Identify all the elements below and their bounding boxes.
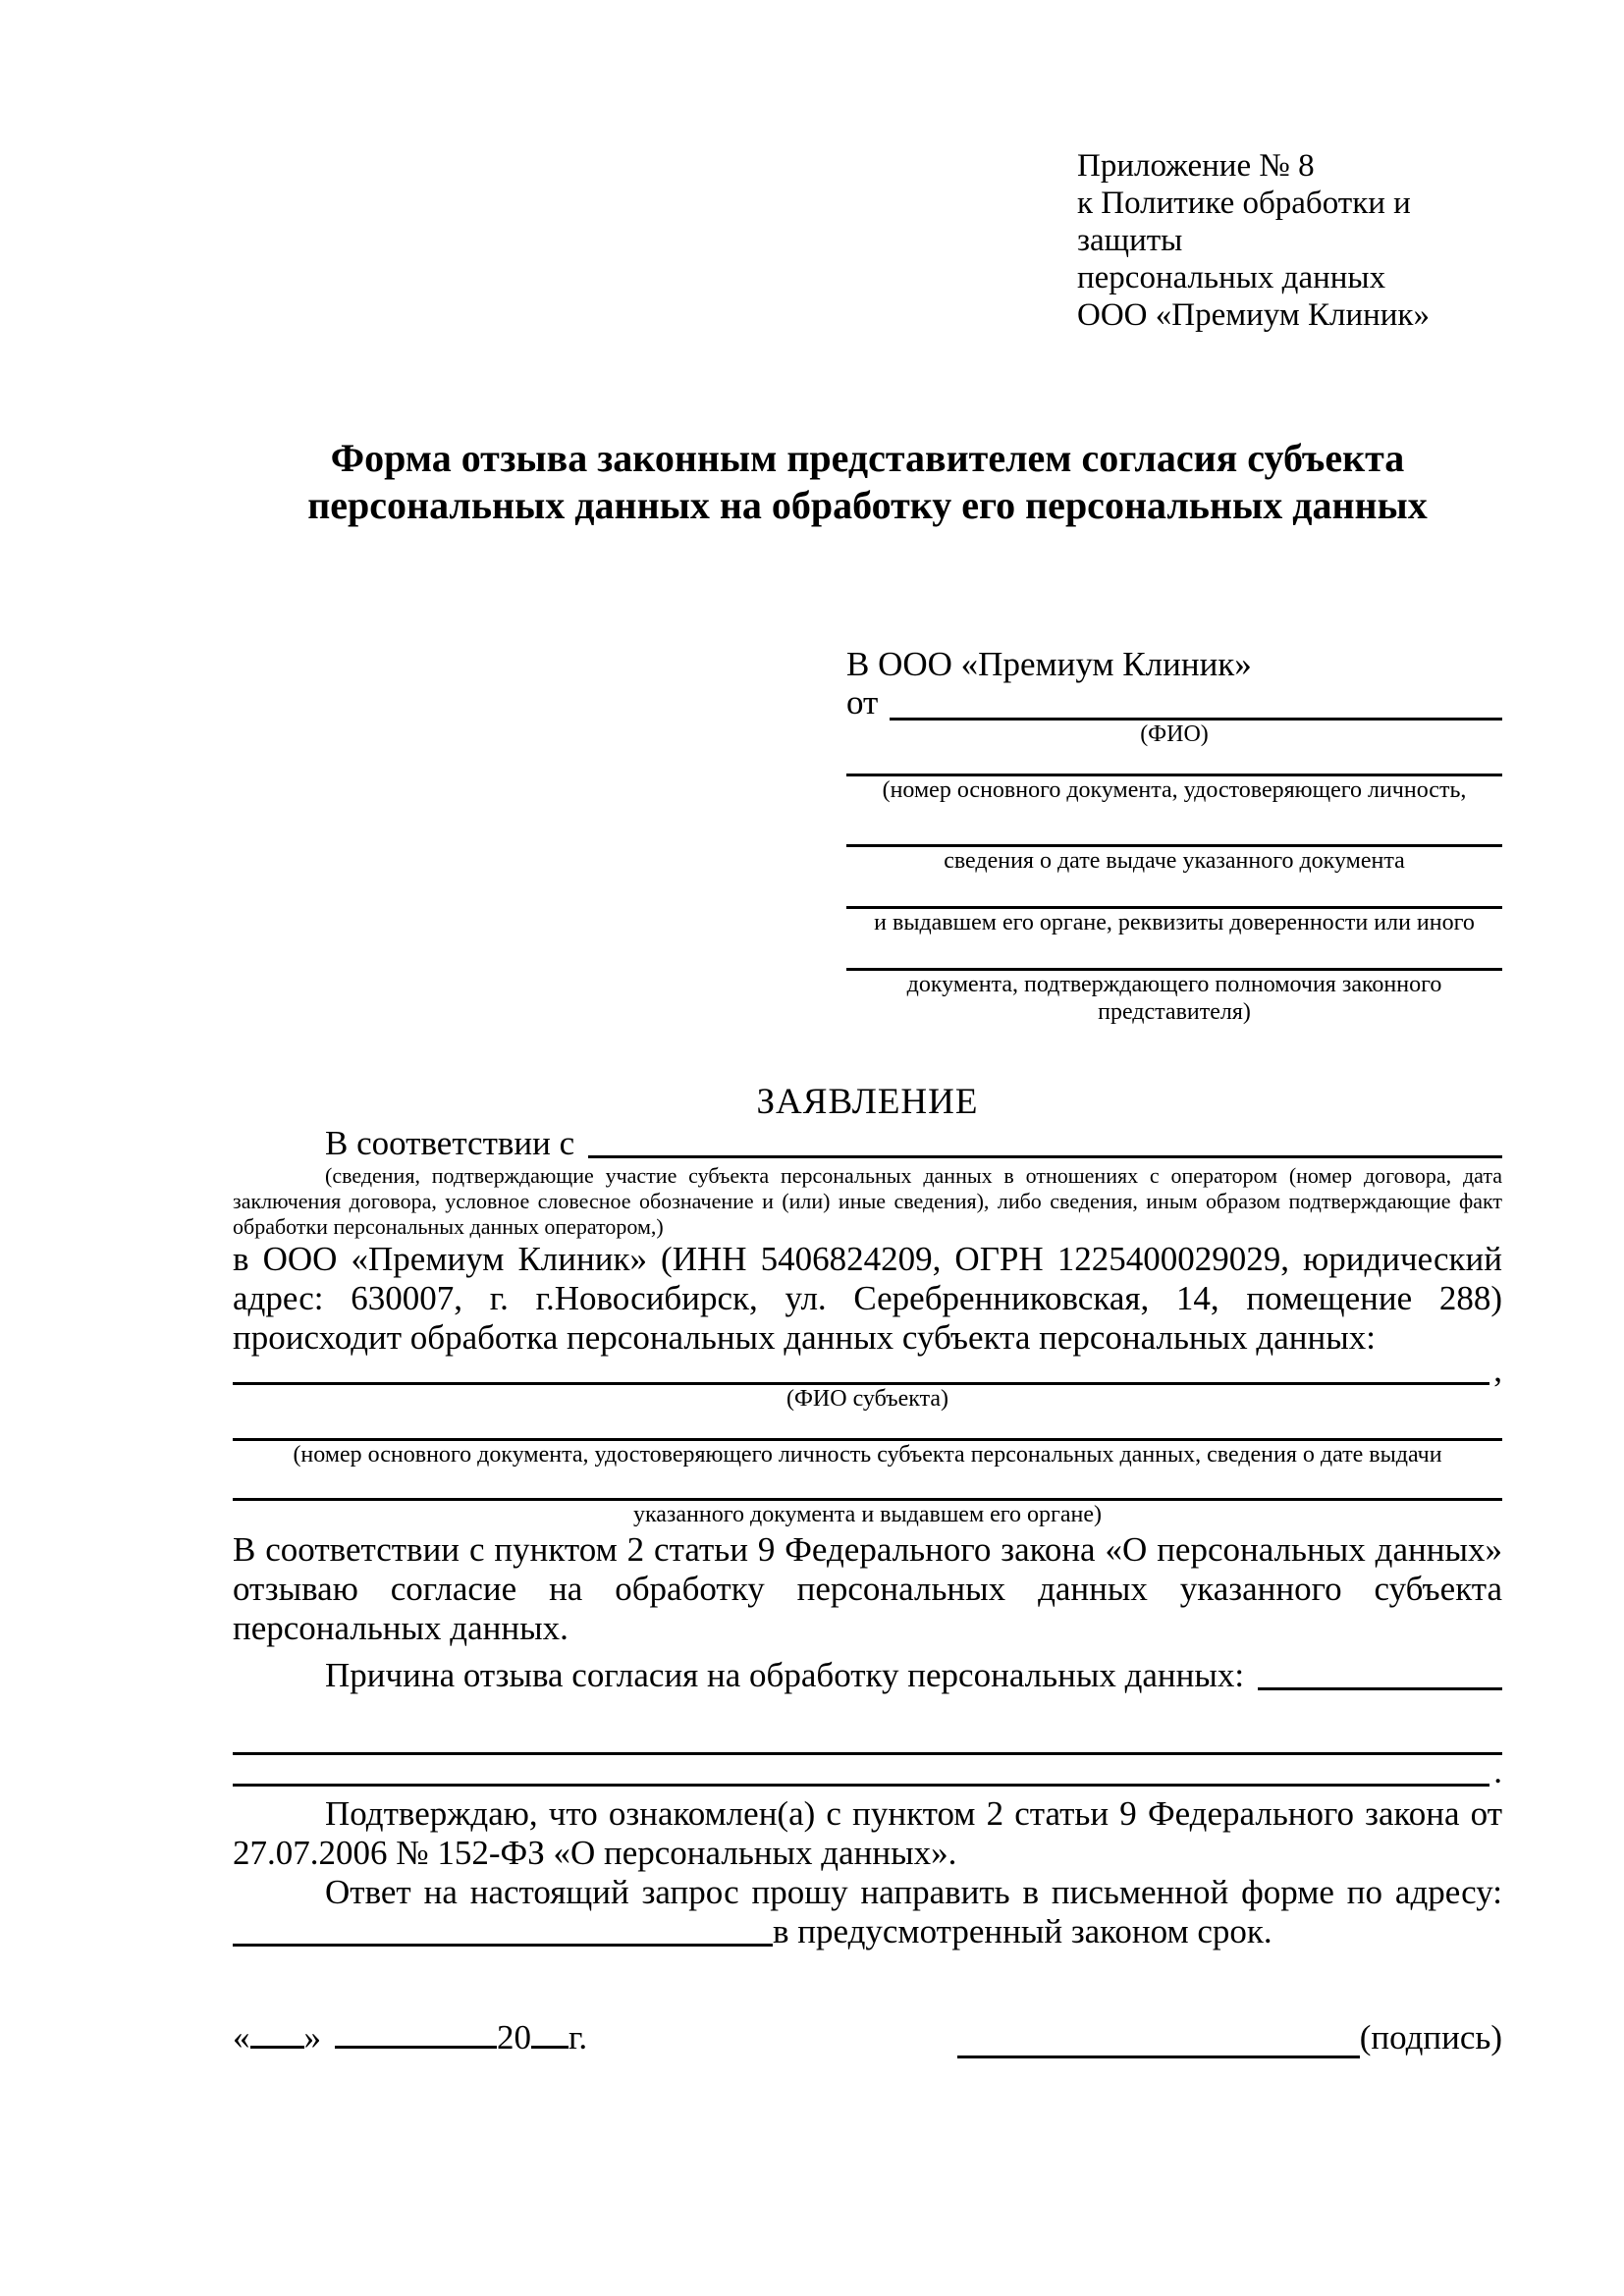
subject-doc-caption-2: указанного документа и выдавшем его органе) [632,1502,1103,1527]
addressee-org: В ООО «Премиум Клиник» [846,645,1252,683]
subject-fio-caption: (ФИО субъекта) [785,1386,949,1412]
reply-address-row [233,1912,1502,1951]
reason-field-line-1[interactable] [1258,1656,1502,1690]
year-suffix: г. [568,2018,588,2056]
form-title-line-2: персональных данных на обработку его персональных данных [307,483,1428,527]
year-prefix: 20 [497,2018,531,2056]
reply-request-paragraph: Ответ на настоящий запрос прошу направить в письменной форме по адресу: [325,1873,1502,1911]
accordance-label: В соответствии с [325,1124,575,1162]
appendix-line-2: к Политике обработки и защиты [1077,186,1411,258]
fine-print-note: (сведения, подтверждающие участие субъекта персональных данных в отношениях с оператором (номер договора, дата заключения договора, условное словесное обозначение и (или) иные сведения), либо сведения, иным образом подтверждающие факт обработки персональных данных оператором,) [233,1163,1502,1239]
representative-doc-caption-1: (номер основного документа, удостоверяющего личность, [882,777,1467,803]
reason-row [233,1656,1502,1695]
fio-caption: (ФИО) [1140,721,1209,747]
appendix-line-3: персональных данных [1077,260,1386,295]
appendix-line-1: Приложение № 8 [1077,148,1315,184]
confirmation-paragraph: Подтверждаю, что ознакомлен(а) с пунктом 2 статьи 9 Федерального закона от 27.07.2006 № 152-ФЗ «О персональных данных». [233,1794,1502,1872]
accordance-field[interactable] [588,1124,1502,1158]
subject-fio-field[interactable] [233,1357,1489,1385]
appendix-line-4: ООО «Премиум Клиник» [1077,297,1430,333]
trailing-period: . [1493,1752,1502,1790]
addressee-block [846,644,1502,1026]
form-title-line-1: Форма отзыва законным представителем согласия субъекта [330,436,1405,480]
from-label: от [846,683,879,721]
representative-doc-caption-4: документа, подтверждающего полномочия законного представителя) [906,972,1442,1025]
reason-field-row-3 [233,1752,1502,1790]
signature-caption: (подпись) [1359,2018,1502,2056]
open-quote: « [233,2018,250,2056]
withdrawal-paragraph: В соответствии с пунктом 2 статьи 9 Федерального закона «О персональных данных» отзываю согласие на обработку персональных данных указанного субъекта персональных данных. [233,1530,1502,1647]
representative-doc-caption-2: сведения о дате выдаче указанного документа [944,848,1405,874]
reply-address-field[interactable] [233,1912,773,1947]
accordance-row [233,1124,1502,1163]
representative-doc-field-3[interactable] [846,881,1502,909]
subject-doc-field-2[interactable] [233,1472,1502,1501]
trailing-comma: , [1493,1351,1502,1389]
date-year-field[interactable] [531,2016,568,2049]
statement-heading: ЗАЯВЛЕНИЕ [756,1082,979,1122]
from-row [846,685,1502,721]
representative-fio-field[interactable] [890,685,1502,721]
form-title [233,435,1502,529]
close-quote: » [303,2018,321,2056]
reason-field-line-2[interactable] [233,1727,1502,1755]
operator-paragraph: в ООО «Премиум Клиник» (ИНН 5406824209, ОГРН 1225400029029, юридический адрес: 630007, г. г.Новосибирск, ул. Серебренниковская, 14, помещение 288) происходит обработка персональных данных субъекта персональных данных: [233,1240,1502,1357]
date-month-field[interactable] [335,2016,497,2049]
subject-fio-row [233,1351,1502,1389]
reason-field-line-3[interactable] [233,1758,1489,1787]
date-day-field[interactable] [250,2016,304,2049]
signature-field[interactable] [957,2020,1360,2058]
signature-group [957,2017,1502,2058]
reply-tail: в предусмотренный законом срок. [773,1912,1272,1950]
representative-doc-field-2[interactable] [846,819,1502,847]
date-signature-row [233,2016,1502,2058]
date-group [233,2016,587,2058]
subject-doc-field-1[interactable] [233,1413,1502,1441]
representative-doc-caption-3: и выдавшем его органе, реквизиты доверенности или иного [874,910,1475,935]
representative-doc-field-1[interactable] [846,748,1502,776]
reason-label: Причина отзыва согласия на обработку персональных данных: [325,1656,1245,1694]
representative-doc-field-4[interactable] [846,942,1502,971]
appendix-header [1077,147,1502,334]
subject-doc-caption-1: (номер основного документа, удостоверяющего личность субъекта персональных данных, сведения о дате выдачи [293,1442,1442,1468]
